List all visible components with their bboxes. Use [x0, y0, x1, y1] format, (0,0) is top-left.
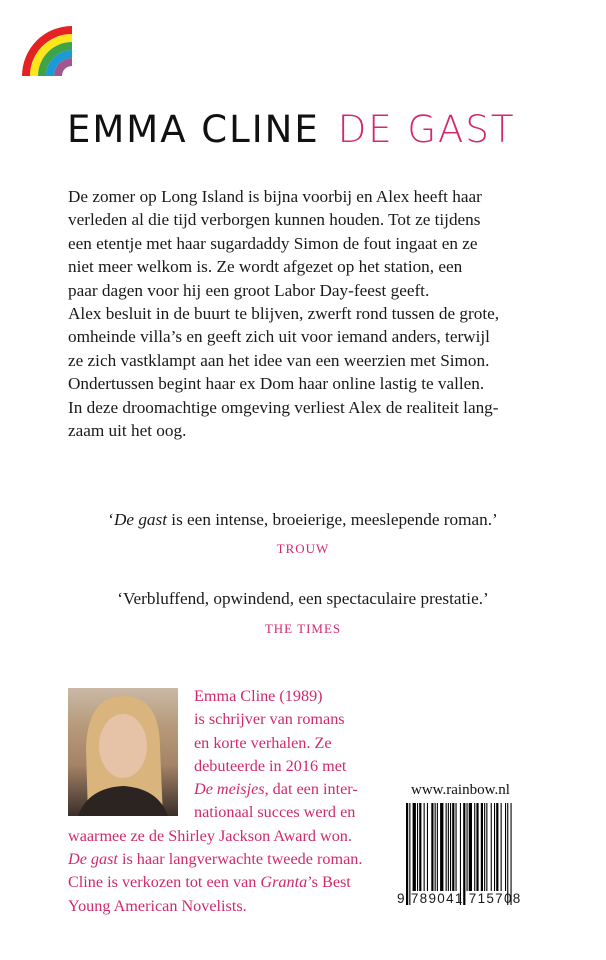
blurb-line: zaam uit het oog. [68, 421, 187, 441]
bio-line [68, 708, 398, 731]
bio-text: Granta [260, 873, 308, 892]
bio-line [68, 871, 398, 894]
barcode-bar [440, 803, 443, 891]
barcode-bar [484, 803, 485, 891]
barcode-bar [507, 803, 508, 905]
author-name: EMMA CLINE [67, 108, 320, 151]
rainbow-logo-icon [22, 26, 72, 78]
barcode-bar [496, 803, 498, 891]
blurb-line: verleden al die tijd verborgen kunnen houden. Tot ze tijdens [68, 210, 481, 230]
bio-text: en korte verhalen. Ze [194, 733, 332, 752]
bio-text: Cline is verkozen tot een van [68, 873, 261, 892]
blurb-text [68, 185, 548, 442]
blurb-line: In deze droomachtige omgeving verliest Alex de realiteit lang- [68, 397, 499, 417]
bio-text: Emma Cline (1989) [194, 687, 323, 705]
review-source-2: THE TIMES [264, 621, 342, 636]
barcode-bar [409, 803, 410, 905]
barcode-bar [419, 803, 421, 891]
bio-line [68, 848, 398, 871]
bio-text: De meisjes [194, 780, 265, 799]
barcode-bar [474, 803, 475, 891]
bio-text: is haar langverwachte tweede roman. [117, 850, 363, 869]
barcode-bar [424, 803, 425, 891]
barcode-bar [511, 803, 512, 905]
barcode-bar [413, 803, 416, 891]
barcode-bar [476, 803, 478, 891]
barcode-bar [417, 803, 418, 891]
barcode-bar [491, 803, 492, 891]
bio-text: , dat een inter- [264, 780, 358, 799]
bio-text: waarmee ze de Shirley Jackson Award won. [68, 826, 352, 845]
barcode-bar [460, 803, 461, 905]
bio-text: Young American Novelists. [68, 896, 247, 915]
blurb-line: omheinde villa’s en geeft zich uit voor iemand anders, terwijl [68, 327, 490, 347]
blurb-line: Alex besluit in de buurt te blijven, zwerft rond tussen de grote, [68, 304, 500, 324]
barcode-bar [446, 803, 447, 891]
blurb-line: niet meer welkom is. Ze wordt afgezet op het station, een [68, 257, 463, 277]
bio-line [68, 685, 398, 708]
barcode-bar [481, 803, 483, 891]
bio-text: ’s Best [307, 873, 351, 892]
blurb-line: Ondertussen begint haar ex Dom haar online lastig te vallen. [68, 374, 485, 394]
isbn-number: 9 789041 715708 [397, 891, 522, 906]
barcode-bar [463, 803, 465, 905]
bio-text: debuteerde in 2016 met [194, 756, 347, 775]
blurb-line: een etentje met haar sugardaddy Simon de fout ingaat en ze [68, 233, 478, 253]
book-title: DE GAST [337, 108, 516, 151]
bio-line [68, 825, 398, 848]
bio-line [68, 732, 398, 755]
bio-text: is schrijver van romans [194, 710, 345, 729]
barcode-bar [486, 803, 487, 891]
bio-line [68, 755, 398, 778]
author-bio [68, 685, 398, 918]
barcode-bar [452, 803, 454, 891]
barcode-bar [406, 803, 408, 905]
barcode-bar [469, 803, 472, 891]
barcode-bar [501, 803, 502, 891]
barcode-bar [437, 803, 438, 891]
blurb-line: ze zich vastklampt aan het idee van een weerzien met Simon. [68, 350, 490, 370]
bio-line [68, 801, 398, 824]
bio-line [68, 778, 398, 801]
bio-line [68, 895, 398, 918]
bio-text: nationaal succes werd en [194, 803, 356, 822]
cover-title [67, 108, 515, 151]
barcode-bar [431, 803, 433, 891]
publisher-url[interactable]: www.rainbow.nl [411, 782, 510, 798]
barcode-bar [427, 803, 428, 891]
blurb-line: De zomer op Long Island is bijna voorbij en Alex heeft haar [68, 187, 482, 206]
barcode-bar [467, 803, 468, 891]
barcode-bar [450, 803, 451, 891]
barcode-bar [505, 803, 506, 891]
barcode-bar [448, 803, 449, 891]
review-quote-2: ‘Verbluffend, opwindend, een spectaculaire prestatie.’ [117, 589, 489, 608]
blurb-line: paar dagen voor hij een groot Labor Day-feest geeft. [68, 280, 430, 300]
barcode-bar [494, 803, 495, 891]
review-quote-1: ‘De gast is een intense, broeierige, meeslepende roman.’ [108, 510, 498, 529]
bio-text: De gast [68, 850, 118, 869]
barcode-bar [456, 803, 457, 891]
barcode-bar [435, 803, 436, 891]
review-source-1: TROUW [276, 541, 330, 556]
